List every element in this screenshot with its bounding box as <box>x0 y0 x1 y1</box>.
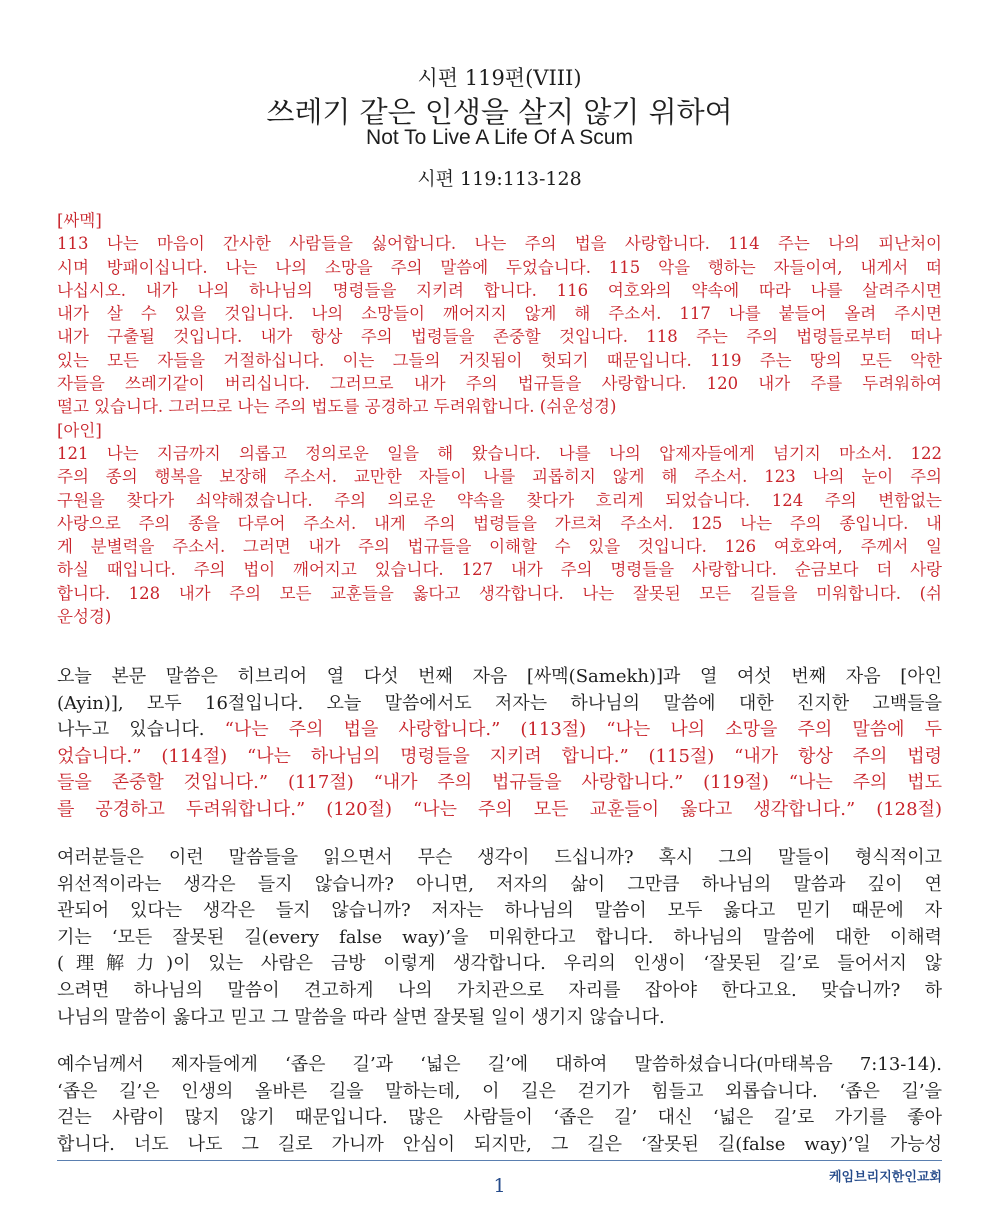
section-label-ayin: [아인] <box>57 420 102 440</box>
scripture-reference: 시편 119:113-128 <box>417 168 582 190</box>
paragraph-text: 나누고 있습니다. <box>57 719 225 741</box>
scripture-line: 게 분별력을 주소서. 그러면 내가 주의 법규들을 이해할 수 있을 것입니다. 126 여호와여, 주께서 일 <box>57 537 942 557</box>
paragraph-line: (理解力)이 있는 사람은 금방 이렇게 생각합니다. 우리의 인생이 ‘잘못된 길’로 들어서지 않 <box>57 953 942 975</box>
quoted-verses-line: 들을 존중할 것입니다.” (117절) “내가 주의 법규들을 사랑합니다.” (119절) “나는 주의 법도 <box>57 772 942 794</box>
page-title: 쓰레기 같은 인생을 살지 않기 위하여 <box>266 95 733 129</box>
paragraph-line: 으려면 하나님의 말씀이 견고하게 나의 가치관으로 자리를 잡아야 한다고요. 맞습니까? 하 <box>57 979 942 1001</box>
scripture-passage <box>57 209 942 628</box>
scripture-line: 있는 모든 자들을 거절하십니다. 이는 그들의 거짓됨이 헛되기 때문입니다. 119 주는 땅의 모든 악한 <box>57 350 942 370</box>
paragraph-line: 기는 ‘모든 잘못된 길(every false way)’을 미워한다고 합니다. 하나님의 말씀에 대한 이해력 <box>57 926 942 948</box>
scripture-line: 사랑으로 주의 종을 다루어 주소서. 내게 주의 법령들을 가르쳐 주소서. 125 나는 주의 종입니다. 내 <box>57 513 942 533</box>
paragraph-line: 합니다. 너도 나도 그 길로 가니까 안심이 되지만, 그 길은 ‘잘못된 길(false way)’일 가능성 <box>57 1133 942 1155</box>
scripture-line: 자들을 쓰레기같이 버리십니다. 그러므로 내가 주의 법규들을 사랑합니다. 120 내가 주를 두려워하여 <box>57 374 942 394</box>
quoted-verses-line: 를 공경하고 두려워합니다.” (120절) “나는 주의 모든 교훈들이 옳다고 생각합니다.” (128절) <box>57 798 942 820</box>
scripture-line: 나십시오. 내가 나의 하나님의 명령들을 지키려 합니다. 116 여호와의 약속에 따라 나를 살려주시면 <box>57 280 942 300</box>
paragraph-line: 위선적이라는 생각은 들지 않습니까? 아니면, 저자의 삶이 그만큼 하나님의 말씀과 깊이 연 <box>57 873 942 895</box>
paragraph-intro <box>57 664 942 824</box>
scripture-line: 떨고 있습니다. 그러므로 나는 주의 법도를 공경하고 두려워합니다. (쉬운성경) <box>57 397 617 417</box>
paragraph-reflection <box>57 845 942 1031</box>
paragraph-line: (Ayin)], 모두 16절입니다. 오늘 말씀에서도 저자는 하나님의 말씀에 대한 진지한 고백들을 <box>57 692 942 714</box>
scripture-line: 주의 종의 행복을 보장해 주소서. 교만한 자들이 나를 괴롭히지 않게 해 주소서. 123 나의 눈이 주의 <box>57 467 942 487</box>
scripture-line: 합니다. 128 내가 주의 모든 교훈들을 옳다고 생각합니다. 나는 잘못된 모든 길들을 미워합니다. (쉬 <box>57 583 942 603</box>
scripture-line: 내가 살 수 있을 것입니다. 나의 소망들이 깨어지지 않게 해 주소서. 117 나를 붙들어 올려 주시면 <box>57 304 942 324</box>
paragraph-line: 여러분들은 이런 말씀들을 읽으면서 무슨 생각이 드십니까? 혹시 그의 말들이 형식적이고 <box>57 847 942 868</box>
scripture-line: 내가 구출될 것입니다. 내가 항상 주의 법령들을 존중할 것입니다. 118 주는 주의 법령들로부터 떠나 <box>57 327 942 347</box>
section-label-samekh: [싸멕] <box>57 211 102 230</box>
paragraph-line: 오늘 본문 말씀은 히브리어 열 다섯 번째 자음 [싸멕(Samekh)]과 열 여섯 번째 자음 [아인 <box>57 666 942 687</box>
church-name: 케임브리지한인교회 <box>828 1170 942 1185</box>
paragraph-line <box>57 717 942 744</box>
scripture-line: 시며 방패이십니다. 나는 나의 소망을 주의 말씀에 두었습니다. 115 악을 행하는 자들이여, 내게서 떠 <box>57 257 942 277</box>
paragraph-line: 나님의 말씀이 옳다고 믿고 그 말씀을 따라 살면 잘못될 일이 생기지 않습니다. <box>57 1006 665 1028</box>
quoted-verses-line: 었습니다.” (114절) “나는 하나님의 명령들을 지키려 합니다.” (115절) “내가 항상 주의 법령 <box>57 745 942 767</box>
paragraph-line: 예수님께서 제자들에게 ‘좁은 길’과 ‘넓은 길’에 대하여 말씀하셨습니다(마태복음 7:13-14). <box>57 1054 942 1075</box>
sermon-series: 시편 119편(VIII) <box>417 66 582 90</box>
scripture-line: 하실 때입니다. 주의 법이 깨어지고 있습니다. 127 내가 주의 명령들을 사랑합니다. 순금보다 더 사랑 <box>57 560 942 580</box>
paragraph-line: 관되어 있다는 생각은 들지 않습니까? 저자는 하나님의 말씀이 모두 옳다고 믿기 때문에 자 <box>57 900 942 922</box>
scripture-line: 113 나는 마음이 간사한 사람들을 싫어합니다. 나는 주의 법을 사랑합니다. 114 주는 나의 피난처이 <box>57 234 942 254</box>
paragraph-line: ‘좁은 길’은 인생의 올바른 길을 말하는데, 이 길은 걷기가 힘들고 외롭습니다. ‘좁은 길’을 <box>57 1080 942 1102</box>
scripture-line: 운성경) <box>57 607 112 627</box>
paragraph-narrow-way <box>57 1052 942 1158</box>
footer-divider <box>57 1160 942 1161</box>
paragraph-line: 걷는 사람이 많지 않기 때문입니다. 많은 사람들이 ‘좁은 길’ 대신 ‘넓은 길’로 가기를 좋아 <box>57 1107 942 1129</box>
scripture-line: 121 나는 지금까지 의롭고 정의로운 일을 해 왔습니다. 나를 나의 압제자들에게 넘기지 마소서. 122 <box>57 443 942 463</box>
quoted-verses: “나는 주의 법을 사랑합니다.” (113절) “나는 나의 소망을 주의 말씀에 두 <box>224 719 942 741</box>
scripture-line: 구원을 찾다가 쇠약해졌습니다. 주의 의로운 약속을 찾다가 흐리게 되었습니다. 124 주의 변함없는 <box>57 490 942 510</box>
page-number: 1 <box>493 1175 506 1197</box>
english-title: Not To Live A Life Of A Scum <box>366 126 633 149</box>
